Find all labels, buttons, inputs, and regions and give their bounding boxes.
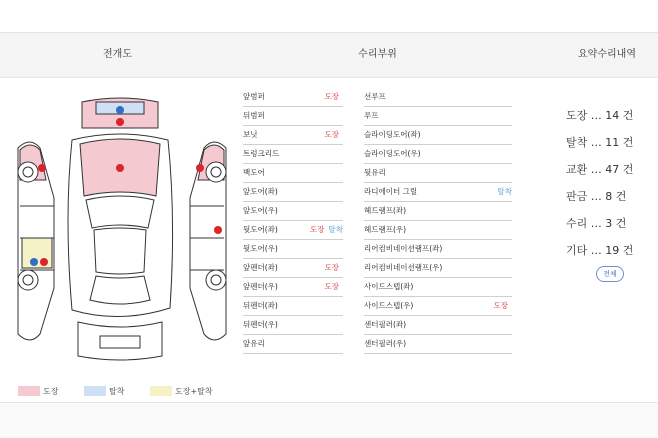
legend-paint-detach: [150, 384, 213, 398]
part-tags: [321, 278, 344, 296]
header-repair-parts: 수리부위: [358, 49, 397, 60]
paint-tag: 도장: [324, 130, 339, 139]
part-row: [243, 335, 343, 354]
part-label: 선루프: [364, 92, 386, 101]
legend-paint: [18, 384, 58, 398]
left-rear-wheel: [18, 270, 38, 290]
part-tags: [335, 316, 343, 334]
part-tags: [504, 88, 512, 106]
part-label: 루프: [364, 111, 379, 120]
marker-detach-left-door: [30, 258, 38, 266]
part-row: [364, 88, 512, 107]
part-label: 뒷유리: [364, 168, 386, 177]
part-label: 뒷도어(우): [243, 244, 278, 253]
part-row: [243, 240, 343, 259]
part-label: 헤드램프(좌): [364, 206, 407, 215]
part-label: 앞도어(좌): [243, 187, 278, 196]
part-row: [364, 316, 512, 335]
part-tags: [504, 107, 512, 125]
part-tags: [321, 88, 344, 106]
rear-bumper-shape: [78, 322, 162, 360]
part-tags: [504, 202, 512, 220]
part-row: [243, 316, 343, 335]
part-tags: [504, 126, 512, 144]
part-row: [364, 164, 512, 183]
part-label: 뒤펜더(우): [243, 320, 278, 329]
part-row: [243, 183, 343, 202]
part-label: 뒤범퍼: [243, 111, 265, 120]
part-row: [243, 278, 343, 297]
table-header: [0, 33, 658, 78]
part-label: 앞펜더(우): [243, 282, 278, 291]
right-rear-wheel: [206, 270, 226, 290]
part-tags: [504, 259, 512, 277]
left-front-wheel: [18, 162, 38, 182]
part-label: 센터필러(좌): [364, 320, 407, 329]
part-row: [364, 107, 512, 126]
repair-summary: [566, 107, 658, 269]
part-row: [364, 297, 512, 316]
car-diagram: [10, 88, 235, 378]
part-tags: [490, 183, 513, 201]
top-strip: [0, 0, 658, 33]
part-tags: [504, 316, 512, 334]
part-label: 백도어: [243, 168, 265, 177]
header-summary: 요약수리내역: [578, 49, 636, 60]
part-label: 보닛: [243, 130, 258, 139]
part-label: 헤드램프(우): [364, 225, 407, 234]
paint-tag: 도장: [324, 282, 339, 291]
marker-paint-right-fender: [196, 164, 204, 172]
part-row: [243, 145, 343, 164]
marker-paint-top: [116, 118, 124, 126]
part-row: [243, 202, 343, 221]
legend-detach: [84, 384, 124, 398]
legend-label-paint-detach: 도장+탈착: [175, 386, 213, 396]
part-tags: [504, 278, 512, 296]
legend-label-detach: 탈착: [109, 386, 125, 396]
paint-tag: 도장: [324, 263, 339, 272]
part-tags: [504, 335, 512, 353]
part-tags: [321, 259, 344, 277]
part-label: 사이드스텝(우): [364, 301, 414, 310]
part-tags: [335, 145, 343, 163]
part-tags: [335, 240, 343, 258]
part-row: [364, 126, 512, 145]
car-diagram-svg: [10, 88, 235, 378]
header-diagram: 전개도: [103, 49, 132, 60]
part-row: [243, 88, 343, 107]
part-tags: [335, 183, 343, 201]
part-label: 리어컴비네이션램프(좌): [364, 244, 443, 253]
bottom-strip: [0, 403, 658, 438]
part-row: [243, 164, 343, 183]
marker-paint-hood: [116, 164, 124, 172]
summary-row: 도장 … 14 건: [566, 109, 634, 122]
part-label: 앞범퍼: [243, 92, 265, 101]
rear-window-shape: [90, 276, 150, 304]
legend-swatch-paint-detach: [150, 386, 172, 396]
part-tags: [321, 126, 344, 144]
part-label: 앞펜더(좌): [243, 263, 278, 272]
parts-list-right: [364, 88, 512, 354]
part-row: [243, 221, 343, 240]
part-tags: [335, 107, 343, 125]
marker-paint-right-step: [214, 226, 222, 234]
detach-tag: 탈착: [328, 225, 343, 234]
part-tags: [335, 297, 343, 315]
part-label: 라디에이터 그릴: [364, 187, 418, 196]
part-label: 센터필러(우): [364, 339, 407, 348]
summary-row: 교환 … 47 건: [566, 163, 634, 176]
part-tags: [306, 221, 343, 239]
part-tags: [335, 164, 343, 182]
part-tags: [504, 145, 512, 163]
part-label: 사이드스텝(좌): [364, 282, 414, 291]
marker-paint-left-door: [40, 258, 48, 266]
part-row: [364, 221, 512, 240]
legend-label-paint: 도장: [43, 386, 59, 396]
part-row: [364, 240, 512, 259]
part-label: 슬라이딩도어(우): [364, 149, 421, 158]
part-row: [364, 183, 512, 202]
view-all-button[interactable]: 전체: [596, 266, 624, 282]
part-label: 뒷도어(좌): [243, 225, 278, 234]
part-row: [243, 297, 343, 316]
part-tags: [504, 164, 512, 182]
detach-tag: 탈착: [497, 187, 512, 196]
part-tags: [504, 221, 512, 239]
part-row: [364, 259, 512, 278]
windshield-shape: [86, 196, 154, 228]
part-row: [364, 145, 512, 164]
part-tags: [504, 240, 512, 258]
summary-row: 기타 … 19 건: [566, 244, 634, 257]
part-label: 트렁크리드: [243, 149, 280, 158]
paint-tag: 도장: [493, 301, 508, 310]
part-label: 앞도어(우): [243, 206, 278, 215]
parts-list-left: [243, 88, 343, 354]
roof-shape: [94, 228, 146, 274]
rear-plate-shape: [100, 336, 140, 348]
part-label: 앞유리: [243, 339, 265, 348]
part-row: [243, 126, 343, 145]
paint-tag: 도장: [324, 92, 339, 101]
right-front-wheel: [206, 162, 226, 182]
part-label: 슬라이딩도어(좌): [364, 130, 421, 139]
paint-tag: 도장: [310, 225, 325, 234]
part-tags: [335, 202, 343, 220]
part-row: [243, 107, 343, 126]
summary-row: 탈착 … 11 건: [566, 136, 634, 149]
marker-paint-left-fender: [38, 164, 46, 172]
part-tags: [335, 335, 343, 353]
part-label: 뒤펜더(좌): [243, 301, 278, 310]
legend-swatch-detach: [84, 386, 106, 396]
part-row: [364, 202, 512, 221]
summary-row: 판금 … 8 건: [566, 190, 627, 203]
part-tags: [490, 297, 513, 315]
marker-detach-top: [116, 106, 124, 114]
legend-swatch-paint: [18, 386, 40, 396]
part-row: [243, 259, 343, 278]
summary-row: 수리 … 3 건: [566, 217, 627, 230]
part-label: 리어컴비네이션램프(우): [364, 263, 443, 272]
part-row: [364, 335, 512, 354]
part-row: [364, 278, 512, 297]
